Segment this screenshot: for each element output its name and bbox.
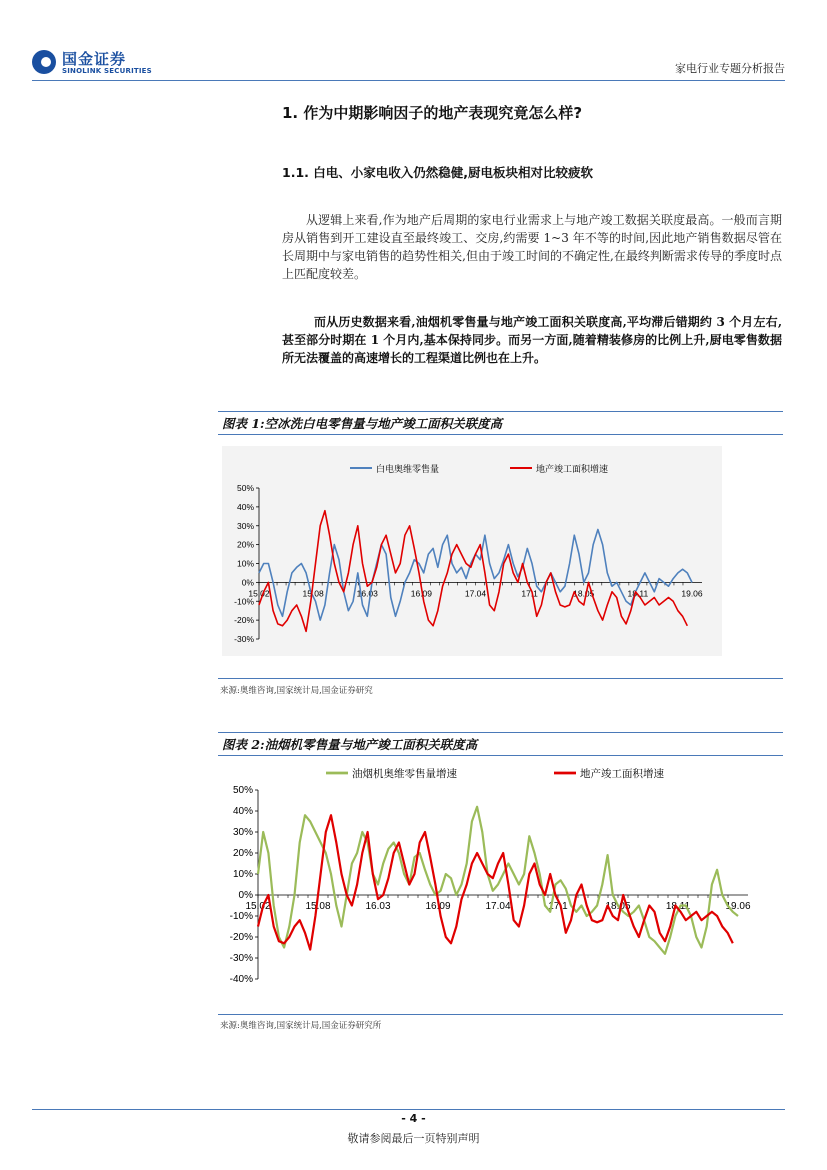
x-tick-label: 18.05 xyxy=(573,588,595,599)
y-tick-label: 40% xyxy=(232,806,253,817)
y-tick-label: -10% xyxy=(229,911,253,922)
x-tick-label: 15.02 xyxy=(245,901,271,912)
x-tick-label: 17.04 xyxy=(485,901,511,912)
figure-1-bottom-line xyxy=(218,678,783,679)
y-tick-label: 50% xyxy=(236,483,254,493)
legend-label: 地产竣工面积增速 xyxy=(580,768,664,780)
footer-divider xyxy=(32,1109,785,1110)
y-tick-label: -30% xyxy=(229,953,253,964)
page-number: - 4 - xyxy=(401,1112,426,1125)
y-tick-label: 10% xyxy=(232,869,253,880)
figure-1-chart xyxy=(222,446,722,656)
x-tick-label: 15.08 xyxy=(302,588,324,599)
figure-2-chart xyxy=(218,762,783,992)
series-line-2 xyxy=(258,815,733,949)
x-tick-label: 19.06 xyxy=(681,588,703,599)
y-tick-label: -20% xyxy=(234,615,254,626)
y-tick-label: 30% xyxy=(236,520,254,531)
body-paragraph-1: 从逻辑上来看,作为地产后周期的家电行业需求上与地产竣工数据关联度最高。一般而言期房从销售到开工建设直至最终竣工、交房,约需要 1~3 年不等的时间,因此地产销售数据尽管在长周期中与家电销售的趋势性相关,但由于竣工时间的不确定性,在最终判断需求传导的季度时点上匹配度较差。 xyxy=(282,213,782,281)
sinolink-logo-icon xyxy=(32,50,56,74)
legend-label: 地产竣工面积增速 xyxy=(536,464,609,474)
x-tick-label: 16.09 xyxy=(410,588,433,599)
x-tick-label: 18.05 xyxy=(605,901,631,912)
subsection-heading: 1.1. 白电、小家电收入仍然稳健,厨电板块相对比较疲软 xyxy=(282,165,593,180)
section-heading: 1. 作为中期影响因子的地产表现究竟怎么样? xyxy=(282,104,583,122)
x-tick-label: 16.03 xyxy=(365,901,391,912)
x-tick-label: 19.06 xyxy=(725,901,751,912)
y-tick-label: -10% xyxy=(234,596,254,607)
x-tick-label: 15.02 xyxy=(248,588,270,599)
y-tick-label: -20% xyxy=(229,932,253,943)
x-tick-label: 17.1 xyxy=(521,588,538,599)
figure-1-title: 图表 1:空冰洗白电零售量与地产竣工面积关联度高 xyxy=(222,416,503,431)
series-line-2 xyxy=(259,511,687,632)
y-tick-label: 30% xyxy=(232,827,253,838)
y-tick-label: 50% xyxy=(232,785,253,796)
footer-disclaimer: 敬请参阅最后一页特别声明 xyxy=(347,1132,480,1145)
y-tick-label: -40% xyxy=(229,974,253,985)
body-paragraph-2: 而从历史数据来看,油烟机零售量与地产竣工面积关联度高,平均滞后错期约 3 个月左右,甚至部分时期在 1 个月内,基本保持同步。而另一方面,随着精装修房的比例上升,厨电零售数据所无法覆盖的高速增长的工程渠道比例也在上升。 xyxy=(282,315,782,365)
x-tick-label: 18.11 xyxy=(665,901,691,912)
header-divider xyxy=(32,80,785,81)
y-tick-label: 0% xyxy=(238,890,253,901)
logo-chinese-name: 国金证券 xyxy=(62,50,127,68)
series-line-1 xyxy=(259,530,692,621)
legend-label: 白电奥维零售量 xyxy=(376,464,440,474)
legend-label: 油烟机奥维零售量增速 xyxy=(352,768,457,780)
report-title: 家电行业专题分析报告 xyxy=(675,62,785,75)
figure-1-source: 来源:奥维咨询,国家统计局,国金证券研究 xyxy=(220,686,373,696)
logo-english-name: SINOLINK SECURITIES xyxy=(62,67,152,75)
x-tick-label: 16.09 xyxy=(425,901,451,912)
x-tick-label: 15.08 xyxy=(305,901,331,912)
y-tick-label: 10% xyxy=(236,558,254,569)
x-tick-label: 17.04 xyxy=(464,588,487,599)
y-tick-label: 20% xyxy=(232,848,253,859)
figure-2-bottom-line xyxy=(218,1014,783,1015)
y-tick-label: 20% xyxy=(236,539,254,550)
y-tick-label: 40% xyxy=(236,501,254,512)
x-tick-label: 17.1 xyxy=(548,901,568,912)
y-tick-label: 0% xyxy=(241,577,254,588)
series-line-1 xyxy=(258,807,738,954)
x-tick-label: 16.03 xyxy=(356,588,378,599)
figure-2-source: 来源:奥维咨询,国家统计局,国金证券研究所 xyxy=(220,1021,382,1031)
figure-2-title: 图表 2:油烟机零售量与地产竣工面积关联度高 xyxy=(222,737,478,752)
x-tick-label: 18.11 xyxy=(627,588,649,599)
y-tick-label: -30% xyxy=(234,634,254,644)
